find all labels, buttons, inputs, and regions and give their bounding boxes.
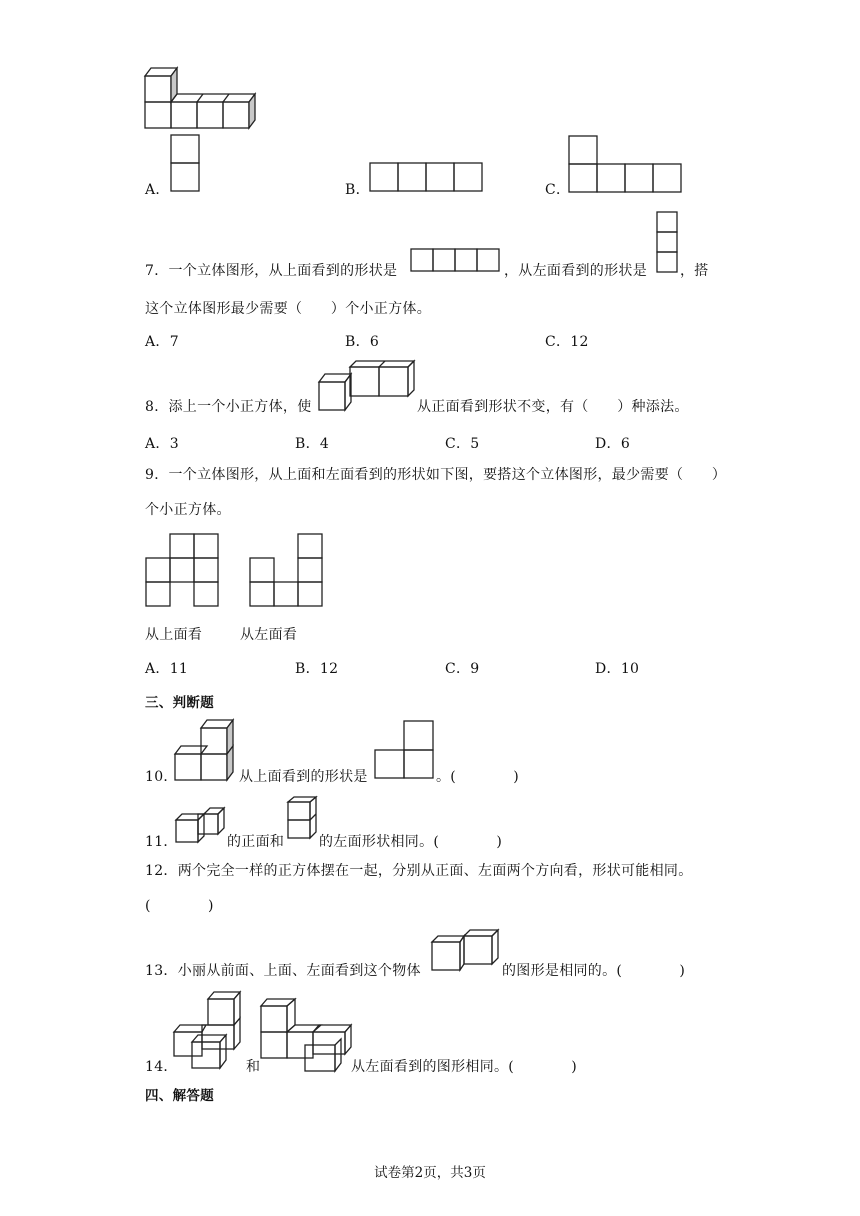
q7-option-b: B．6 [345, 334, 380, 350]
q6-option-c-figure [568, 135, 684, 195]
q7-option-c: C．12 [545, 334, 589, 350]
q11-first-figure [174, 806, 226, 850]
q6-option-b-figure [369, 162, 485, 194]
q14-text-part2: 和 [246, 1059, 261, 1075]
q8-option-d: D．6 [595, 436, 631, 452]
q7-text-line2: 这个立体图形最少需要（ ）个小正方体。 [145, 301, 431, 317]
q10-text-part2: 从上面看到的形状是 [239, 769, 368, 785]
q6-option-b-label: B． [345, 182, 370, 198]
q8-solid-figure [317, 364, 417, 414]
q6-option-c-label: C． [545, 182, 571, 198]
q9-caption-top: 从上面看 [145, 627, 203, 643]
q10-text-part1: 10． [145, 769, 178, 785]
page-footer: 试卷第2页，共3页 [374, 1165, 486, 1181]
q7-left-view-figure [656, 211, 680, 275]
q9-option-a: A．11 [145, 661, 189, 677]
q6-option-a-label: A． [145, 182, 170, 198]
q10-top-view-figure [374, 720, 436, 780]
q8-text-part1: 8．添上一个小正方体，使 [145, 399, 312, 415]
q7-top-view-figure [410, 248, 502, 272]
q14-first-figure [172, 990, 250, 1072]
q11-second-figure [286, 796, 320, 842]
q12-text-line1: 12．两个完全一样的正方体摆在一起，分别从正面、左面两个方向看，形状可能相同。 [145, 863, 693, 879]
q9-text-line1: 9．一个立体图形，从上面和左面看到的形状如下图，要搭这个立体图形，最少需要（ ） [145, 467, 727, 483]
q8-option-c: C．5 [445, 436, 480, 452]
q9-option-b: B．12 [295, 661, 339, 677]
section4-heading: 四、解答题 [145, 1088, 214, 1104]
q9-option-d: D．10 [595, 661, 640, 677]
q7-text-part2: ，从左面看到的形状是 [504, 263, 647, 279]
q6-solid-figure [143, 66, 263, 132]
q7-text-part3: ，搭 [680, 263, 709, 279]
q13-text-part2: 的图形是相同的。( ) [502, 963, 686, 979]
q14-second-figure [259, 997, 353, 1073]
q7-text-part1: 7．一个立体图形，从上面看到的形状是 [145, 263, 398, 279]
section3-heading: 三、判断题 [145, 695, 214, 711]
q8-text-part2: 从正面看到形状不变，有（ ）种添法。 [417, 399, 689, 415]
q14-text-part1: 14． [145, 1059, 178, 1075]
q9-text-line2: 个小正方体。 [145, 502, 231, 518]
q6-option-a-figure [170, 134, 200, 194]
q11-text-part2: 的正面和 [227, 834, 285, 850]
q9-left-view-figure [249, 533, 327, 609]
q8-option-a: A．3 [145, 436, 179, 452]
q9-top-view-figure [145, 533, 223, 609]
q14-text-part3: 从左面看到的图形相同。( ) [351, 1059, 578, 1075]
q9-caption-left: 从左面看 [240, 627, 298, 643]
q7-option-a: A．7 [145, 334, 179, 350]
q8-option-b: B．4 [295, 436, 330, 452]
q12-text-line2: ( ) [145, 898, 214, 914]
q13-solid-figure [430, 928, 504, 976]
q11-text-part1: 11． [145, 834, 178, 850]
q13-text-part1: 13．小丽从前面、上面、左面看到这个物体 [145, 963, 421, 979]
q10-solid-figure [173, 718, 239, 782]
q10-text-part3: 。( ) [436, 769, 520, 785]
q11-text-part3: 的左面形状相同。( ) [319, 834, 503, 850]
q9-option-c: C．9 [445, 661, 480, 677]
